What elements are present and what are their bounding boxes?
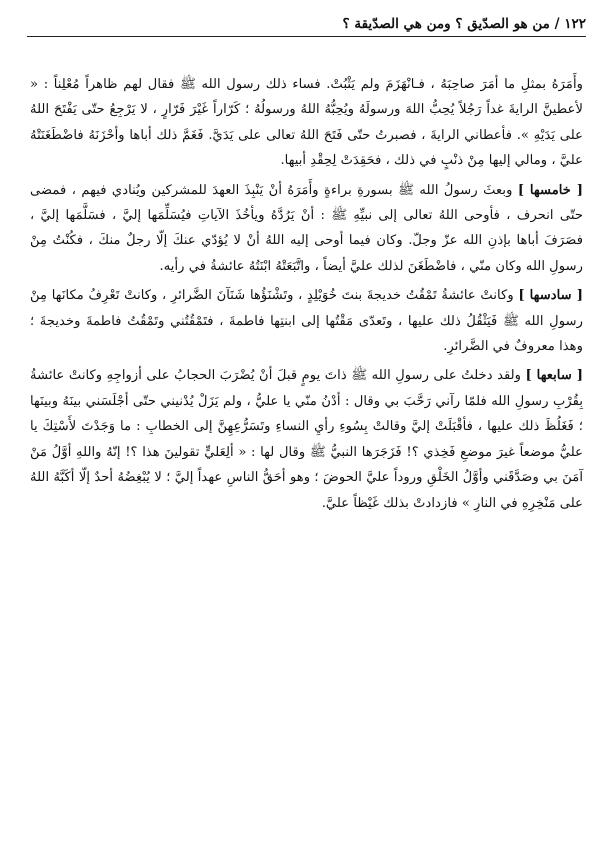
paragraph-4-text: ولقد دخلتُ على رسولِ الله ﷺ ذاتَ يومٍ قبلَ أنْ يُضْرَبَ الحجابُ على أزواجِهِ وكانتْ عائشةُ بِقُرْبِ رسولِ الله فلمّا رآني رَحَّبَ بي وقال : أدْنُ منّي يا عليُّ ، ولم يَزَلْ يُدْنيني حتّى أجْلَسَني بينَهُ وبينَها ؛ فَغَلُظَ ذلك عليها ، فأقْبَلَتْ إليَّ وقالتْ بِسُوءِ رأيِ النساءِ وتَسَرُّعِهِنَّ إلى الخطابِ : ما وَجَدْتَ لأَسْتِكَ يا عليُّ موضعاً غيرَ موضعِ فَخِذي ؟! فَزَجَرَها النبيُّ ﷺ وقال لها : « ألِعَليٍّ تقولينَ هذا ؟! إنّهُ واللهِ أوَّلُ مَنْ آمَنَ بي وصَدَّقَني وأوَّلُ الخَلْقِ وروداً عليَّ الحوضَ ؛ وهو أحَقُّ الناسِ عهداً إليَّ ؛ لا يُبْغِضُهُ أحدٌ إلّا أكَبَّهُ اللهُ على مَنْخِرِهِ في النارِ » فازدادتْ بذلك غَيْظاً عليَّ. (30, 368, 583, 511)
paragraph-3-text: وكانتْ عائشةُ تَمْقُتُ خديجةَ بنتَ خُوَيْلِدٍ ، وتَشْنَؤُها شَنَآنَ الضَّرائرِ ، وكانتْ تَعْرِفُ مكانَها مِنْ رسولِ الله ﷺ فَيَثْقُلُ ذلك عليها ، وتَعدّى مَقْتُها إلى ابنتِها فاطمةَ ، فتَمْقُتُني وتَمْقُتُ فاطمةَ وخديجةَ ؛ وهذا معروفٌ في الضَّرائرِ. (30, 288, 583, 355)
page-number: ١٢٢ (564, 16, 586, 32)
page-header (27, 14, 586, 37)
paragraph-4 (30, 363, 583, 515)
body-text (30, 72, 583, 520)
paragraph-1 (30, 72, 583, 174)
paragraph-2 (30, 178, 583, 280)
paragraph-2-lead: [ خامسها ] (517, 182, 583, 198)
header-separator: / (554, 16, 560, 32)
paragraph-4-lead: [ سابعها ] (525, 368, 583, 384)
running-title: من هو الصدّيق ؟ ومن هي الصدّيقة ؟ (342, 16, 550, 32)
paragraph-3-lead: [ سادسها ] (518, 288, 583, 304)
paragraph-3 (30, 283, 583, 359)
paragraph-1-text: وأَمَرَهُ بمثلِ ما أمَرَ صاحِبَهُ ، فـانْهَزَمَ ولم يَثْبُتْ. فساء ذلك رسول الله ﷺ فقال لهم ظاهراً مُعْلِناً : « لأعطينَّ الرايةَ غداً رَجُلاً يُحِبُّ اللهَ ورسولَهُ ويُحِبُّهُ اللهُ ورسولُهُ ؛ كَرّاراً غَيْرَ فَرّارٍ ، لا يَرْجِعُ حتّى يَفْتَحَ اللهُ على يَدَيْهِ ». فأعطاني الرايةَ ، فصبرتُ حتّى فَتَحَ اللهُ تعالى على يَدَيَّ. فَغَمَّ ذلك أباها وأحْزَنَهُ فاضْطَغَنَتْهُ عليَّ ، ومالي إليها مِنْ ذنْبٍ في ذلك ، فحَقِدَتْ لِحِقْدِ أبيها. (30, 77, 583, 169)
paragraph-2-text: وبعثَ رسولُ الله ﷺ بسورةِ براءةٍ وأَمَرَهُ أنْ يَنْبِذَ العهدَ للمشركين ويُنادي فيهم ، فمضى حتّى انحرف ، فأوحى اللهُ تعالى إلى نبيِّهِ ﷺ : أنْ يَرُدَّهُ ويأخُذَ الآياتِ فيُسَلِّمَها إليَّ ، فسَلَّمَها إليَّ ، فصَرَفَ أباها بإذنِ الله عزّ وجلّ. وكان فيما أوحى إليه اللهُ أنْ لا يُؤدّي عنكَ إلّا رجلٌ منكَ ، فكُنْتُ مِنْ رسولِ الله وكان منّي ، فاضْطَغَنَ لذلك عليَّ أيضاً ، واتَّبَعَتْهُ ابْنَتُهُ عائشةُ في رأيه. (30, 182, 583, 274)
